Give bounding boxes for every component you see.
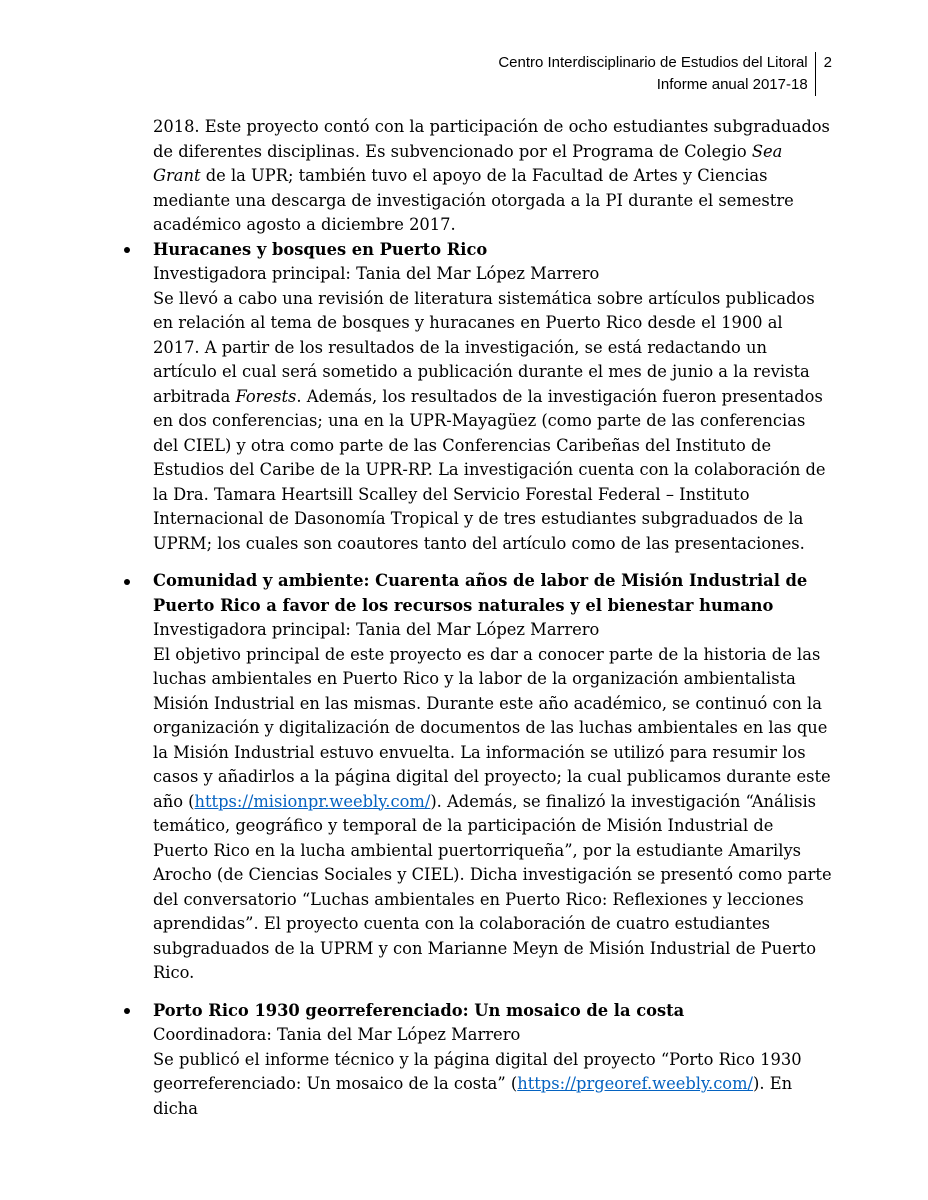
continuation-text-2: de la UPR; también tuvo el apoyo de la Facultad de Artes y Ciencias mediante una descarga de investigación otorgada a la PI durante el semestre académico agosto a diciembre 2017. (153, 166, 794, 234)
continuation-paragraph (153, 115, 833, 238)
item-description (153, 643, 833, 986)
item-text-1: Se llevó a cabo una revisión de literatura sistemática sobre artículos publicados en relación al tema de bosques y huracanes en Puerto Rico desde el 1900 al 2017. A partir de los resultados de la investigación, se está redactando un artículo el cual será sometido a publicación durante el mes de junio a la revista arbitrada (153, 288, 815, 406)
item-description (153, 287, 833, 557)
prgeoref-link[interactable]: https://prgeoref.weebly.com/ (517, 1074, 754, 1093)
document-body (153, 115, 833, 1134)
header-lines (498, 52, 815, 96)
item-italic: Forests (235, 386, 297, 406)
list-item-huracanes (153, 238, 833, 557)
item-investigator: Investigadora principal: Tania del Mar López Marrero (153, 264, 600, 283)
item-title: Huracanes y bosques en Puerto Rico (153, 239, 488, 259)
item-investigator: Coordinadora: Tania del Mar López Marrero (153, 1025, 521, 1044)
item-text-1: El objetivo principal de este proyecto es dar a conocer parte de la historia de las luchas ambientales en Puerto Rico y la labor de la organización ambientalista Misión Industrial en las mismas. Durante este año académico, se continuó con la organización y digitalización de documentos de las luchas ambientales en las que la Misión Industrial estuvo envuelta. La información se utilizó para resumir los casos y añadirlos a la página digital del proyecto; la cual publicamos durante este año ( (153, 644, 831, 811)
bullet-icon (124, 1008, 130, 1014)
list-item-comunidad (153, 569, 833, 986)
misionpr-link[interactable]: https://misionpr.weebly.com/ (194, 791, 431, 811)
header-org: Centro Interdisciplinario de Estudios del Litoral (498, 54, 808, 71)
item-description (153, 1048, 833, 1122)
continuation-italic: Sea Grant (153, 141, 783, 185)
item-title: Comunidad y ambiente: Cuarenta años de labor de Misión Industrial de Puerto Rico a favor de los recursos naturales y el bienestar humano (153, 571, 808, 615)
header-report: Informe anual 2017-18 (656, 76, 808, 93)
item-text-1: Se publicó el informe técnico y la página digital del proyecto “Porto Rico 1930 georreferenciado: Un mosaico de la costa” ( (153, 1049, 802, 1093)
continuation-text-1: 2018. Este proyecto contó con la participación de ocho estudiantes subgraduados de diferentes disciplinas. Es subvencionado por el Programa de Colegio (153, 117, 830, 161)
item-title: Porto Rico 1930 georreferenciado: Un mosaico de la costa (153, 1000, 685, 1020)
item-text-2: . Además, los resultados de la investigación fueron presentados en dos conferencias; una en la UPR-Mayagüez (como parte de las conferencias del CIEL) y otra como parte de las Conferencias Caribeñas del Instituto de Estudios del Caribe de la UPR-RP. La investigación cuenta con la colaboración de la Dra. Tamara Heartsill Scalley del Servicio Forestal Federal – Instituto Internacional de Dasonomía Tropical y de tres estudiantes subgraduados de la UPRM; los cuales son coautores tanto del artículo como de las presentaciones. (153, 386, 826, 553)
item-text-2: ). En dicha (153, 1074, 793, 1118)
page-number: 2 (823, 54, 832, 71)
running-header (498, 52, 832, 96)
bullet-icon (124, 579, 130, 585)
item-investigator: Investigadora principal: Tania del Mar López Marrero (153, 620, 600, 639)
bullet-icon (124, 247, 130, 253)
item-text-2: ). Además, se finalizó la investigación “Análisis temático, geográfico y temporal de la participación de Misión Industrial de Puerto Rico en la lucha ambiental puertorriqueña”, por la estudiante Amarilys Arocho (de Ciencias Sociales y CIEL). Dicha investigación se presentó como parte del conversatorio “Luchas ambientales en Puerto Rico: Reflexiones y lecciones aprendidas”. El proyecto cuenta con la colaboración de cuatro estudiantes subgraduados de la UPRM y con Marianne Meyn de Misión Industrial de Puerto Rico. (153, 791, 832, 982)
list-item-porto-rico (153, 999, 833, 1122)
